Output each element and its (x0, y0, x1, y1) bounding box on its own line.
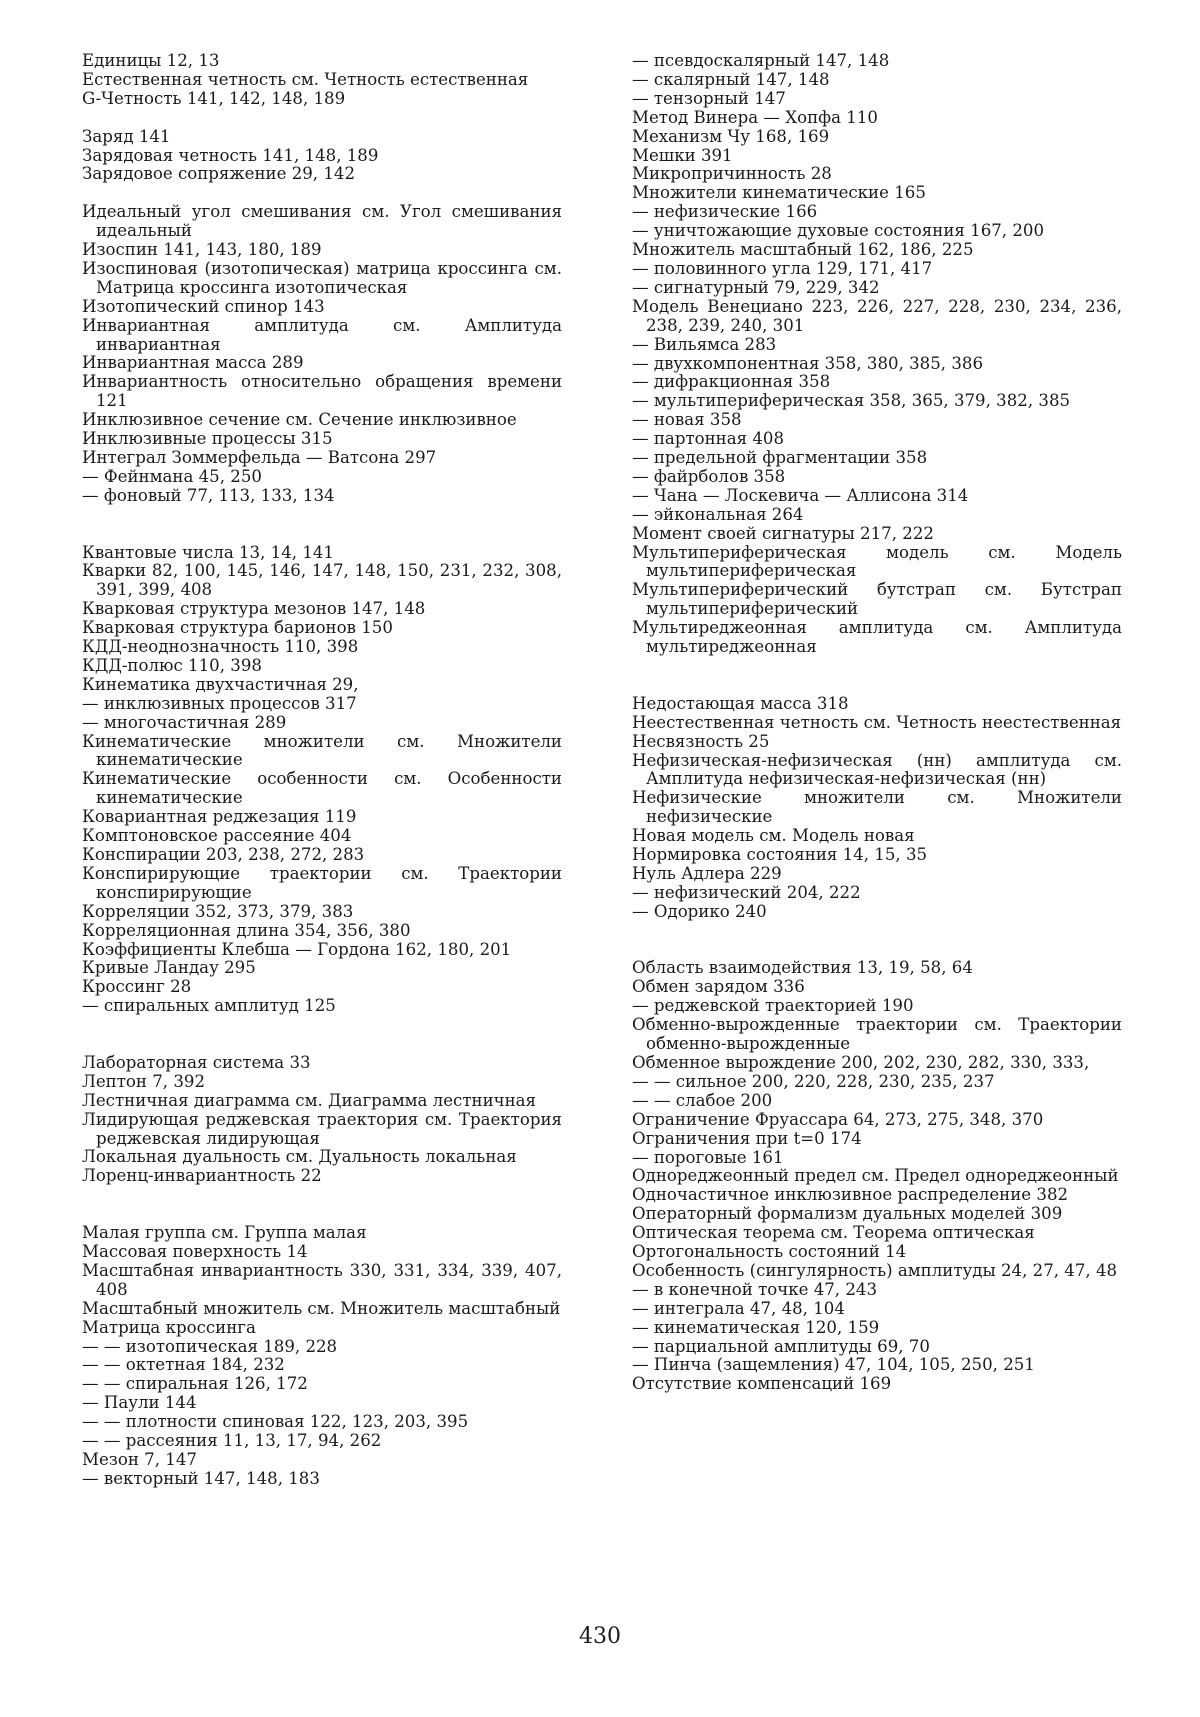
index-entry: Ограничения при t=0 174 (632, 1128, 862, 1148)
index-entry: Масштабная инвариантность 330, 331, 334, 339, 407, 408 (82, 1260, 562, 1299)
index-column-right (632, 52, 1122, 1394)
index-entry: — двухкомпонентная 358, 380, 385, 386 (632, 353, 984, 373)
index-entry: Изотопический спинор 143 (82, 296, 325, 316)
index-entry: Конспирации 203, 238, 272, 283 (82, 845, 365, 864)
index-entry: Лептон 7, 392 (82, 1071, 206, 1091)
index-entry: Одночастичное инклюзивное распределение 382 (632, 1185, 1069, 1205)
index-spacer (82, 1186, 562, 1205)
index-entry: Изоспиновая (изотопическая) матрица кроссинга см. Матрица кроссинга изотопическая (82, 258, 562, 297)
index-entry: Малая группа см. Группа малая (82, 1223, 367, 1243)
index-entry: — дифракционная 358 (632, 372, 831, 392)
index-entry: Микропричинность 28 (632, 164, 832, 184)
index-entry: Кинематика двухчастичная 29, (82, 674, 359, 694)
index-spacer (632, 657, 1122, 676)
index-entry: Мультипериферический бутстрап см. Бутстрап мультипериферический (632, 580, 1122, 619)
index-entry: — предельной фрагментации 358 (632, 448, 928, 468)
index-entry: — эйкональная 264 (632, 504, 804, 524)
index-entry: Кварки 82, 100, 145, 146, 147, 148, 150, 231, 232, 308, 391, 399, 408 (82, 561, 562, 600)
page-number: 430 (579, 1624, 621, 1649)
index-entry: Мешки 391 (632, 145, 733, 165)
index-entry: — Одорико 240 (632, 901, 767, 921)
index-entry: Момент своей сигнатуры 217, 222 (632, 523, 934, 543)
index-entry: Модель Венециано 223, 226, 227, 228, 230, 234, 236, 238, 239, 240, 301 (632, 296, 1122, 335)
index-spacer (82, 109, 562, 128)
index-entry: Особенность (сингулярность) амплитуды 24, 27, 47, 48 (632, 1260, 1118, 1280)
index-entry: Нуль Адлера 229 (632, 863, 782, 883)
index-entry: Единицы 12, 13 (82, 51, 220, 70)
index-entry: — Чана — Лоскевича — Аллисона 314 (632, 485, 969, 505)
index-entry: Матрица кроссинга (82, 1317, 256, 1337)
index-entry: Лоренц-инвариантность 22 (82, 1166, 322, 1186)
index-entry: — Вильямса 283 (632, 334, 777, 354)
index-spacer (632, 922, 1122, 941)
index-entry: Однореджеонный предел см. Предел однореджеонный (632, 1166, 1119, 1186)
index-entry: — уничтожающие духовые состояния 167, 200 (632, 221, 1045, 241)
index-entry: Операторный формализм дуальных моделей 309 (632, 1204, 1063, 1224)
index-entry: Оптическая теорема см. Теорема оптическая (632, 1223, 1035, 1243)
index-entry: — псевдоскалярный 147, 148 (632, 51, 890, 70)
index-entry: Лидирующая реджевская траектория см. Траектория реджевская лидирующая (82, 1109, 562, 1148)
index-entry: — половинного угла 129, 171, 417 (632, 258, 933, 278)
index-column-left (82, 52, 562, 1489)
index-entry: Инвариантная амплитуда см. Амплитуда инвариантная (82, 315, 562, 354)
index-entry: Инклюзивное сечение см. Сечение инклюзивное (82, 410, 517, 430)
index-entry: Естественная четность см. Четность естественная (82, 69, 529, 89)
index-entry: — — октетная 184, 232 (82, 1355, 285, 1375)
index-spacer (82, 1205, 562, 1224)
index-entry: Инвариантность относительно обращения времени 121 (82, 372, 562, 411)
index-entry: Лабораторная система 33 (82, 1052, 311, 1072)
index-entry: Мезон 7, 147 (82, 1449, 197, 1469)
index-entry: Изоспин 141, 143, 180, 189 (82, 240, 322, 260)
index-entry: Кинематические множители см. Множители кинематические (82, 731, 562, 770)
index-entry: — Фейнмана 45, 250 (82, 466, 262, 486)
index-entry: Корреляции 352, 373, 379, 383 (82, 901, 354, 921)
index-entry: КДД-неоднозначность 110, 398 (82, 637, 359, 657)
index-entry: Множитель масштабный 162, 186, 225 (632, 240, 974, 260)
index-entry: Идеальный угол смешивания см. Угол смешивания идеальный (82, 202, 562, 241)
index-spacer (82, 1035, 562, 1054)
index-entry: — фоновый 77, 113, 133, 134 (82, 485, 335, 505)
index-entry: Лестничная диаграмма см. Диаграмма лестничная (82, 1090, 537, 1110)
index-entry: Инвариантная масса 289 (82, 353, 304, 373)
index-entry: — сигнатурный 79, 229, 342 (632, 277, 880, 297)
index-entry: — новая 358 (632, 410, 742, 430)
index-entry: — парциальной амплитуды 69, 70 (632, 1336, 930, 1356)
index-entry: Кинематические особенности см. Особенности кинематические (82, 769, 562, 808)
index-entry: Ковариантная реджезация 119 (82, 807, 357, 827)
index-entry: Коэффициенты Клебша — Гордона 162, 180, 201 (82, 939, 512, 959)
index-entry: Механизм Чу 168, 169 (632, 126, 830, 146)
index-entry: — файрболов 358 (632, 466, 786, 486)
index-entry: — спиральных амплитуд 125 (82, 996, 336, 1016)
index-entry: Квантовые числа 13, 14, 141 (82, 542, 334, 562)
index-entry: Обменно-вырожденные траектории см. Траектории обменно-вырожденные (632, 1015, 1122, 1054)
index-entry: Заряд 141 (82, 126, 171, 146)
index-entry: Мультиреджеонная амплитуда см. Амплитуда мультиреджеонная (632, 618, 1122, 657)
index-entry: — в конечной точке 47, 243 (632, 1279, 878, 1299)
index-entry: — нефизические 166 (632, 202, 818, 222)
index-entry: Множители кинематические 165 (632, 183, 926, 203)
index-entry: — — рассеяния 11, 13, 17, 94, 262 (82, 1431, 382, 1451)
index-entry: — кинематическая 120, 159 (632, 1317, 880, 1337)
index-entry: — — сильное 200, 220, 228, 230, 235, 237 (632, 1071, 995, 1091)
index-entry: — пороговые 161 (632, 1147, 784, 1167)
index-entry: Массовая поверхность 14 (82, 1241, 308, 1261)
index-entry: Ограничение Фруассара 64, 273, 275, 348, 370 (632, 1109, 1044, 1129)
index-entry: Метод Винера — Хопфа 110 (632, 107, 878, 127)
index-entry: Область взаимодействия 13, 19, 58, 64 (632, 958, 973, 978)
index-spacer (632, 941, 1122, 960)
index-entry: — — изотопическая 189, 228 (82, 1336, 338, 1356)
index-entry: — Пинча (защемления) 47, 104, 105, 250, 251 (632, 1355, 1035, 1375)
index-entry: Обменное вырождение 200, 202, 230, 282, 330, 333, (632, 1052, 1090, 1072)
index-entry: — интеграла 47, 48, 104 (632, 1298, 845, 1318)
index-entry: Нефизическая-нефизическая (нн) амплитуда см. Амплитуда нефизическая-нефизическая (нн) (632, 750, 1122, 789)
index-entry: Новая модель см. Модель новая (632, 826, 915, 846)
index-entry: Отсутствие компенсаций 169 (632, 1374, 892, 1394)
index-entry: Мультипериферическая модель см. Модель мультипериферическая (632, 542, 1122, 581)
index-spacer (82, 506, 562, 525)
index-entry: Обмен зарядом 336 (632, 977, 805, 997)
index-entry: Зарядовое сопряжение 29, 142 (82, 164, 356, 184)
index-entry: — партонная 408 (632, 429, 785, 449)
index-entry: Кривые Ландау 295 (82, 958, 256, 978)
index-entry: — — плотности спиновая 122, 123, 203, 395 (82, 1412, 469, 1432)
index-entry: Ортогональность состояний 14 (632, 1242, 907, 1262)
index-entry: Несвязность 25 (632, 731, 770, 751)
index-entry: Нефизические множители см. Множители нефизические (632, 788, 1122, 827)
index-entry: — мультипериферическая 358, 365, 379, 382, 385 (632, 391, 1071, 411)
index-entry: — инклюзивных процессов 317 (82, 693, 357, 713)
index-entry: Локальная дуальность см. Дуальность локальная (82, 1147, 517, 1167)
index-entry: Конспирирующие траектории см. Траектории конспирирующие (82, 863, 562, 902)
index-entry: Интеграл Зоммерфельда — Ватсона 297 (82, 448, 437, 467)
index-entry: Корреляционная длина 354, 356, 380 (82, 920, 411, 940)
index-entry: — — слабое 200 (632, 1090, 773, 1110)
index-spacer (82, 184, 562, 203)
index-entry: Недостающая масса 318 (632, 693, 849, 713)
index-entry: КДД-полюс 110, 398 (82, 655, 262, 675)
index-entry: Нормировка состояния 14, 15, 35 (632, 845, 928, 865)
index-entry: — нефизический 204, 222 (632, 882, 861, 902)
index-entry: — тензорный 147 (632, 88, 786, 108)
index-entry: — — спиральная 126, 172 (82, 1374, 308, 1394)
index-entry: Зарядовая четность 141, 148, 189 (82, 145, 379, 165)
index-entry: — многочастичная 289 (82, 712, 287, 732)
index-entry: Комптоновское рассеяние 404 (82, 826, 352, 846)
index-spacer (82, 525, 562, 544)
index-entry: — векторный 147, 148, 183 (82, 1468, 320, 1488)
index-spacer (632, 676, 1122, 695)
index-entry: — Паули 144 (82, 1393, 197, 1413)
index-entry: — скалярный 147, 148 (632, 69, 830, 89)
index-entry: Неестественная четность см. Четность неестественная (632, 712, 1122, 732)
index-spacer (82, 1016, 562, 1035)
index-entry: Кроссинг 28 (82, 977, 192, 997)
index-entry: Кварковая структура барионов 150 (82, 618, 393, 638)
index-entry: Инклюзивные процессы 315 (82, 429, 333, 449)
index-entry: G-Четность 141, 142, 148, 189 (82, 88, 346, 108)
index-entry: — реджевской траекторией 190 (632, 996, 914, 1016)
index-entry: Масштабный множитель см. Множитель масштабный (82, 1298, 561, 1318)
index-entry: Кварковая структура мезонов 147, 148 (82, 599, 426, 619)
